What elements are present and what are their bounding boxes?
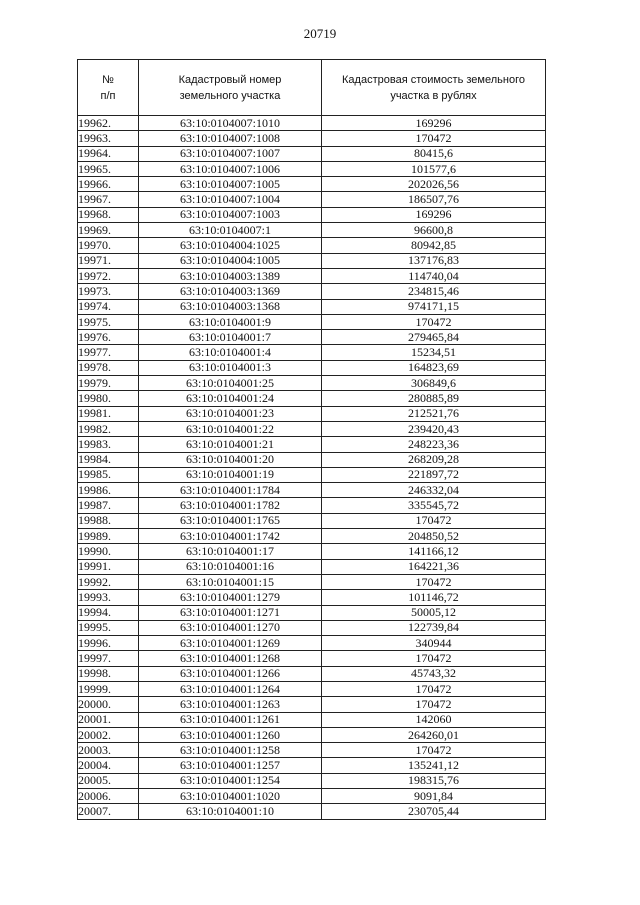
cadastral-number: 63:10:0104001:1784 xyxy=(139,483,322,498)
row-number: 19984. xyxy=(78,452,139,467)
row-number: 20003. xyxy=(78,743,139,758)
cadastral-number: 63:10:0104001:9 xyxy=(139,314,322,329)
row-number: 19979. xyxy=(78,376,139,391)
row-number: 19974. xyxy=(78,299,139,314)
table-row xyxy=(78,437,546,452)
cadastral-value: 169296 xyxy=(322,116,546,131)
row-number: 20007. xyxy=(78,804,139,819)
cadastral-value: 101146,72 xyxy=(322,590,546,605)
cadastral-value: 137176,83 xyxy=(322,253,546,268)
cadastral-value: 80415,6 xyxy=(322,146,546,161)
row-number: 19999. xyxy=(78,681,139,696)
row-number: 19997. xyxy=(78,651,139,666)
header-row xyxy=(78,60,546,116)
row-number: 19980. xyxy=(78,391,139,406)
header-cadastral-number xyxy=(139,60,322,116)
table-row xyxy=(78,299,546,314)
cadastral-number: 63:10:0104001:1020 xyxy=(139,789,322,804)
table-row xyxy=(78,376,546,391)
row-number: 19963. xyxy=(78,131,139,146)
cadastral-number: 63:10:0104007:1008 xyxy=(139,131,322,146)
table-row xyxy=(78,620,546,635)
cadastral-value: 15234,51 xyxy=(322,345,546,360)
table-row xyxy=(78,116,546,131)
cadastral-value: 141166,12 xyxy=(322,544,546,559)
cadastral-value: 186507,76 xyxy=(322,192,546,207)
table-row xyxy=(78,360,546,375)
cadastral-number: 63:10:0104003:1368 xyxy=(139,299,322,314)
cadastral-number: 63:10:0104001:21 xyxy=(139,437,322,452)
cadastral-number: 63:10:0104007:1004 xyxy=(139,192,322,207)
header-cadastral-number-line-1: Кадастровый номер xyxy=(178,73,282,86)
cadastral-value: 170472 xyxy=(322,513,546,528)
cadastral-value: 246332,04 xyxy=(322,483,546,498)
table-row xyxy=(78,467,546,482)
cadastral-value: 306849,6 xyxy=(322,376,546,391)
cadastral-number: 63:10:0104001:1260 xyxy=(139,727,322,742)
row-number: 19971. xyxy=(78,253,139,268)
table-row xyxy=(78,758,546,773)
table-row xyxy=(78,223,546,238)
row-number: 19977. xyxy=(78,345,139,360)
row-number: 19973. xyxy=(78,284,139,299)
cadastral-number: 63:10:0104007:1005 xyxy=(139,177,322,192)
cadastral-number: 63:10:0104001:16 xyxy=(139,559,322,574)
table-row xyxy=(78,314,546,329)
table-body xyxy=(78,116,546,820)
cadastral-number: 63:10:0104001:17 xyxy=(139,544,322,559)
row-number: 19978. xyxy=(78,360,139,375)
cadastral-number: 63:10:0104001:19 xyxy=(139,467,322,482)
table-row xyxy=(78,284,546,299)
cadastral-value: 202026,56 xyxy=(322,177,546,192)
cadastral-number: 63:10:0104001:4 xyxy=(139,345,322,360)
row-number: 19988. xyxy=(78,513,139,528)
table-row xyxy=(78,681,546,696)
cadastral-number: 63:10:0104001:3 xyxy=(139,360,322,375)
table-row xyxy=(78,574,546,589)
cadastral-number: 63:10:0104001:1257 xyxy=(139,758,322,773)
table-row xyxy=(78,666,546,681)
header-cadastral-number-line-2: земельного участка xyxy=(179,89,281,102)
cadastral-number: 63:10:0104001:1279 xyxy=(139,590,322,605)
cadastral-value: 280885,89 xyxy=(322,391,546,406)
table-row xyxy=(78,207,546,222)
cadastral-number: 63:10:0104001:1270 xyxy=(139,620,322,635)
table-row xyxy=(78,498,546,513)
table-row xyxy=(78,773,546,788)
cadastral-number: 63:10:0104001:22 xyxy=(139,421,322,436)
cadastral-value: 170472 xyxy=(322,743,546,758)
cadastral-number: 63:10:0104001:25 xyxy=(139,376,322,391)
cadastral-number: 63:10:0104007:1 xyxy=(139,223,322,238)
row-number: 20000. xyxy=(78,697,139,712)
header-num xyxy=(78,60,139,116)
cadastral-value: 170472 xyxy=(322,681,546,696)
cadastral-value: 198315,76 xyxy=(322,773,546,788)
row-number: 19970. xyxy=(78,238,139,253)
table-row xyxy=(78,406,546,421)
table-row xyxy=(78,161,546,176)
row-number: 19992. xyxy=(78,574,139,589)
table-header xyxy=(78,60,546,116)
cadastral-number: 63:10:0104007:1003 xyxy=(139,207,322,222)
row-number: 19966. xyxy=(78,177,139,192)
table-row xyxy=(78,131,546,146)
table-row xyxy=(78,177,546,192)
cadastral-number: 63:10:0104001:1782 xyxy=(139,498,322,513)
table-row xyxy=(78,330,546,345)
table-row xyxy=(78,452,546,467)
table-row xyxy=(78,804,546,819)
row-number: 19996. xyxy=(78,636,139,651)
cadastral-number: 63:10:0104003:1389 xyxy=(139,268,322,283)
table-row xyxy=(78,544,546,559)
table-row xyxy=(78,651,546,666)
row-number: 19994. xyxy=(78,605,139,620)
cadastral-value: 268209,28 xyxy=(322,452,546,467)
table-row xyxy=(78,529,546,544)
row-number: 19987. xyxy=(78,498,139,513)
row-number: 19998. xyxy=(78,666,139,681)
row-number: 19972. xyxy=(78,268,139,283)
row-number: 19965. xyxy=(78,161,139,176)
cadastral-value: 264260,01 xyxy=(322,727,546,742)
cadastral-value: 122739,84 xyxy=(322,620,546,635)
row-number: 19969. xyxy=(78,223,139,238)
table-row xyxy=(78,268,546,283)
cadastral-value: 169296 xyxy=(322,207,546,222)
cadastral-value: 164823,69 xyxy=(322,360,546,375)
page-number: 20719 xyxy=(303,26,337,41)
row-number: 19985. xyxy=(78,467,139,482)
cadastral-value: 135241,12 xyxy=(322,758,546,773)
cadastral-number: 63:10:0104001:1263 xyxy=(139,697,322,712)
cadastral-value: 142060 xyxy=(322,712,546,727)
cadastral-number: 63:10:0104001:23 xyxy=(139,406,322,421)
cadastral-number: 63:10:0104001:1254 xyxy=(139,773,322,788)
table-row xyxy=(78,391,546,406)
table-row xyxy=(78,697,546,712)
cadastral-value-table xyxy=(77,59,546,820)
table-row xyxy=(78,789,546,804)
cadastral-value: 101577,6 xyxy=(322,161,546,176)
row-number: 19964. xyxy=(78,146,139,161)
cadastral-value: 170472 xyxy=(322,131,546,146)
table-row xyxy=(78,743,546,758)
cadastral-value: 974171,15 xyxy=(322,299,546,314)
cadastral-value: 9091,84 xyxy=(322,789,546,804)
row-number: 20004. xyxy=(78,758,139,773)
row-number: 19975. xyxy=(78,314,139,329)
header-num-line-2: п/п xyxy=(100,89,116,102)
cadastral-number: 63:10:0104001:1258 xyxy=(139,743,322,758)
cadastral-value: 335545,72 xyxy=(322,498,546,513)
cadastral-value: 164221,36 xyxy=(322,559,546,574)
cadastral-value: 234815,46 xyxy=(322,284,546,299)
cadastral-value: 239420,43 xyxy=(322,421,546,436)
row-number: 20006. xyxy=(78,789,139,804)
row-number: 19982. xyxy=(78,421,139,436)
header-cadastral-value-line-1: Кадастровая стоимость земельного xyxy=(342,73,525,86)
cadastral-number: 63:10:0104001:20 xyxy=(139,452,322,467)
cadastral-number: 63:10:0104007:1007 xyxy=(139,146,322,161)
cadastral-number: 63:10:0104001:1765 xyxy=(139,513,322,528)
table-row xyxy=(78,636,546,651)
cadastral-value: 170472 xyxy=(322,651,546,666)
row-number: 19962. xyxy=(78,116,139,131)
cadastral-value: 230705,44 xyxy=(322,804,546,819)
cadastral-value: 170472 xyxy=(322,574,546,589)
cadastral-value: 212521,76 xyxy=(322,406,546,421)
row-number: 19990. xyxy=(78,544,139,559)
table-row xyxy=(78,712,546,727)
cadastral-number: 63:10:0104003:1369 xyxy=(139,284,322,299)
cadastral-number: 63:10:0104004:1025 xyxy=(139,238,322,253)
cadastral-value: 340944 xyxy=(322,636,546,651)
row-number: 19995. xyxy=(78,620,139,635)
row-number: 19976. xyxy=(78,330,139,345)
table-row xyxy=(78,238,546,253)
table-row xyxy=(78,192,546,207)
cadastral-value: 45743,32 xyxy=(322,666,546,681)
table-row xyxy=(78,421,546,436)
cadastral-value: 96600,8 xyxy=(322,223,546,238)
cadastral-number: 63:10:0104001:1264 xyxy=(139,681,322,696)
table-row xyxy=(78,513,546,528)
row-number: 19989. xyxy=(78,529,139,544)
cadastral-number: 63:10:0104001:1269 xyxy=(139,636,322,651)
row-number: 19967. xyxy=(78,192,139,207)
cadastral-value: 170472 xyxy=(322,314,546,329)
cadastral-value: 221897,72 xyxy=(322,467,546,482)
table-row xyxy=(78,590,546,605)
cadastral-number: 63:10:0104001:7 xyxy=(139,330,322,345)
cadastral-number: 63:10:0104001:1268 xyxy=(139,651,322,666)
cadastral-number: 63:10:0104001:15 xyxy=(139,574,322,589)
row-number: 19981. xyxy=(78,406,139,421)
cadastral-value: 114740,04 xyxy=(322,268,546,283)
cadastral-number: 63:10:0104001:1266 xyxy=(139,666,322,681)
table-row xyxy=(78,559,546,574)
cadastral-number: 63:10:0104007:1006 xyxy=(139,161,322,176)
row-number: 19968. xyxy=(78,207,139,222)
header-cadastral-value xyxy=(322,60,546,116)
table-row xyxy=(78,605,546,620)
row-number: 19983. xyxy=(78,437,139,452)
table-row xyxy=(78,727,546,742)
cadastral-value: 279465,84 xyxy=(322,330,546,345)
row-number: 19991. xyxy=(78,559,139,574)
header-cadastral-value-line-2: участка в рублях xyxy=(390,89,477,102)
cadastral-number: 63:10:0104001:1261 xyxy=(139,712,322,727)
cadastral-value: 204850,52 xyxy=(322,529,546,544)
row-number: 19986. xyxy=(78,483,139,498)
table-row xyxy=(78,146,546,161)
cadastral-number: 63:10:0104007:1010 xyxy=(139,116,322,131)
cadastral-number: 63:10:0104004:1005 xyxy=(139,253,322,268)
table-row xyxy=(78,345,546,360)
header-num-line-1: № xyxy=(102,73,114,86)
row-number: 19993. xyxy=(78,590,139,605)
cadastral-value: 80942,85 xyxy=(322,238,546,253)
table-row xyxy=(78,483,546,498)
cadastral-value: 50005,12 xyxy=(322,605,546,620)
cadastral-number: 63:10:0104001:24 xyxy=(139,391,322,406)
row-number: 20001. xyxy=(78,712,139,727)
row-number: 20005. xyxy=(78,773,139,788)
cadastral-number: 63:10:0104001:1271 xyxy=(139,605,322,620)
cadastral-number: 63:10:0104001:10 xyxy=(139,804,322,819)
table-row xyxy=(78,253,546,268)
row-number: 20002. xyxy=(78,727,139,742)
cadastral-value: 248223,36 xyxy=(322,437,546,452)
cadastral-value: 170472 xyxy=(322,697,546,712)
cadastral-number: 63:10:0104001:1742 xyxy=(139,529,322,544)
